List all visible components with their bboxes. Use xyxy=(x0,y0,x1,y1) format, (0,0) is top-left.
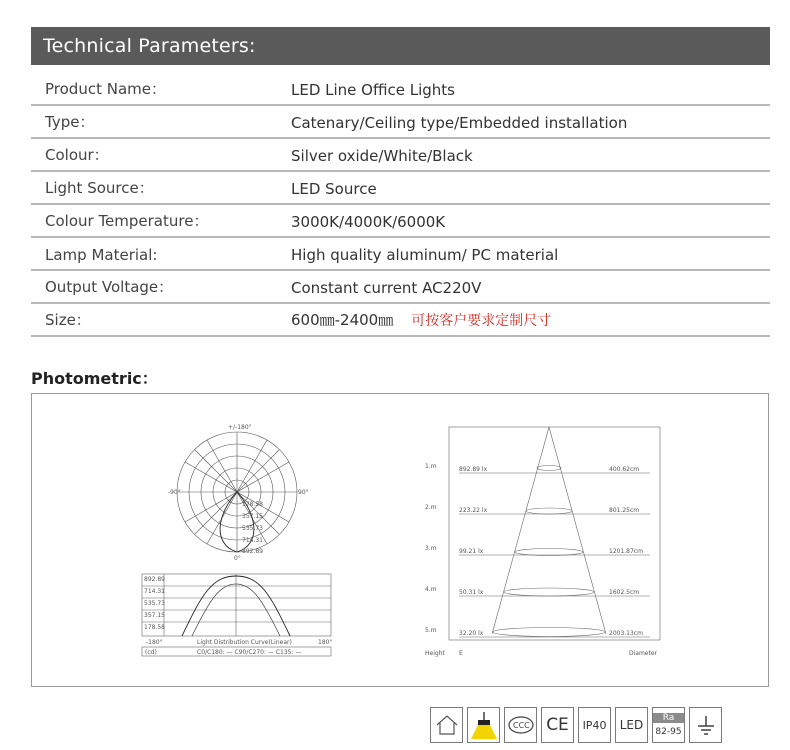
polar-left-label: -90° xyxy=(168,489,181,496)
polar-ring-label: 892.89 xyxy=(242,548,263,555)
cone-diameter: 1201.87cm xyxy=(609,548,643,555)
polar-ring-label: 714.31 xyxy=(242,537,263,544)
param-row xyxy=(31,139,770,172)
cone-illuminance: 99.21 lx xyxy=(459,548,484,555)
param-value: LED Line Office Lights xyxy=(291,81,455,99)
linear-legend-text: C0/C180: — C90/C270: — C135: — xyxy=(197,649,302,656)
parameters-table xyxy=(31,73,770,337)
linear-y-tick: 892.89 xyxy=(144,576,165,583)
linear-x-left: -180° xyxy=(146,639,163,646)
certification-icons xyxy=(430,707,722,745)
linear-x-right: 180° xyxy=(318,639,333,646)
cone-diagram xyxy=(449,427,660,640)
ip40-icon xyxy=(578,707,611,743)
polar-right-label: 90° xyxy=(298,489,309,496)
linear-y-tick: 357.15 xyxy=(144,612,165,619)
section-title: Technical Parameters: xyxy=(43,35,256,57)
polar-diagram xyxy=(177,432,297,552)
ce-mark-text: CE xyxy=(546,715,569,735)
cone-footer-diameter: Diameter xyxy=(629,650,658,657)
linear-caption: Light Distribution Curve(Linear) xyxy=(197,639,292,646)
cone-footer-e: E xyxy=(459,650,463,657)
size-value: 600㎜-2400㎜ xyxy=(291,311,394,329)
param-value: LED Source xyxy=(291,180,377,198)
param-value: Silver oxide/White/Black xyxy=(291,147,473,165)
polar-ring-label: 178.58 xyxy=(242,501,263,508)
param-row xyxy=(31,304,770,337)
ra-label: Ra xyxy=(653,713,684,723)
param-label: Colour Temperature： xyxy=(45,212,209,230)
polar-bottom-label: 0° xyxy=(234,555,241,562)
polar-top-label: +/-180° xyxy=(228,424,252,431)
param-label: Size： xyxy=(45,311,91,329)
cone-diameter: 2003.13cm xyxy=(609,630,643,637)
cone-illuminance: 32.20 lx xyxy=(459,630,484,637)
param-value: 3000K/4000K/6000K xyxy=(291,213,446,231)
custom-size-note: 可按客户要求定制尺寸 xyxy=(411,313,552,329)
ip-rating-text: IP40 xyxy=(582,718,607,732)
param-label: Light Source： xyxy=(45,179,154,197)
linear-legend-unit: (cd) xyxy=(145,649,157,656)
cone-height: 2.m xyxy=(425,504,437,511)
cone-height: 1.m xyxy=(425,463,437,470)
section-header-bar xyxy=(31,27,770,65)
linear-y-tick: 714.31 xyxy=(144,588,165,595)
cone-diameter: 801.25cm xyxy=(609,507,640,514)
led-icon xyxy=(615,707,648,743)
param-value: Constant current AC220V xyxy=(291,279,482,297)
ra-value: 82-95 xyxy=(655,727,682,737)
photometric-title: Photometric： xyxy=(31,369,158,388)
cone-footer-height: Height xyxy=(425,650,445,657)
svg-text:CCC: CCC xyxy=(512,721,530,730)
param-row xyxy=(31,271,770,304)
indoor-house-icon xyxy=(430,707,463,743)
ce-icon xyxy=(541,707,574,743)
param-row xyxy=(31,238,770,271)
linear-y-tick: 178.58 xyxy=(144,624,165,631)
cone-height: 5.m xyxy=(425,627,437,634)
param-value: High quality aluminum/ PC material xyxy=(291,246,559,264)
param-value xyxy=(291,309,551,330)
param-label: Lamp Material: xyxy=(45,246,158,264)
polar-ring-label: 357.15 xyxy=(242,513,263,520)
param-row xyxy=(31,172,770,205)
param-row xyxy=(31,106,770,139)
param-label: Output Voltage： xyxy=(45,278,174,296)
polar-ring-label: 535.73 xyxy=(242,525,263,532)
param-row xyxy=(31,205,770,238)
cone-illuminance: 892.89 lx xyxy=(459,466,488,473)
param-row xyxy=(31,73,770,106)
cone-illuminance: 223.22 lx xyxy=(459,507,488,514)
photometric-diagrams xyxy=(32,394,770,688)
param-label: Product Name： xyxy=(45,80,166,98)
cone-illuminance: 50.31 lx xyxy=(459,589,484,596)
param-label: Type： xyxy=(45,113,95,131)
param-label: Colour： xyxy=(45,146,109,164)
param-value: Catenary/Ceiling type/Embedded installation xyxy=(291,114,628,132)
cone-diameter: 400.62cm xyxy=(609,466,640,473)
cone-height: 4.m xyxy=(425,586,437,593)
ccc-icon xyxy=(504,707,537,743)
ground-icon xyxy=(689,707,722,743)
ceiling-lamp-icon xyxy=(467,707,500,743)
linear-y-tick: 535.73 xyxy=(144,600,165,607)
cone-height: 3.m xyxy=(425,545,437,552)
ra-icon xyxy=(652,707,685,743)
led-mark-text: LED xyxy=(619,718,644,732)
photometric-panel xyxy=(31,393,769,687)
cone-diameter: 1602.5cm xyxy=(609,589,640,596)
